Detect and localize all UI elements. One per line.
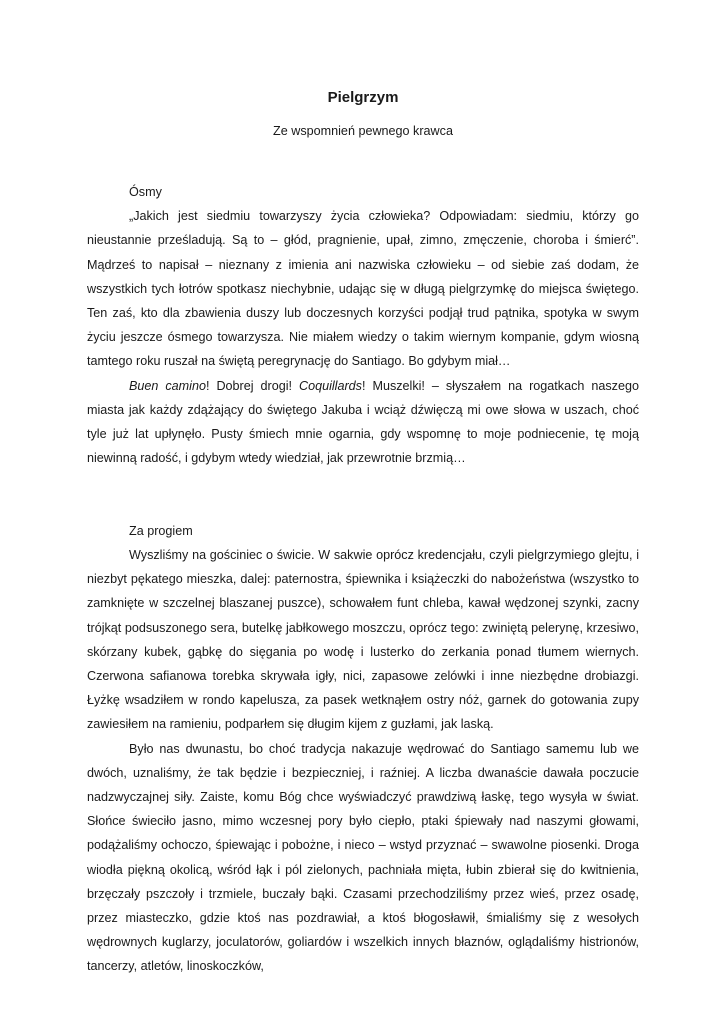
paragraph-text: ! Muszelki! – słyszałem na rogatkach naszego miasta jak każdy zdążający do świętego Jakuba i wciąż dźwięczą mi owe słowa w uszach, choć tyle już lat upłynęło. Pusty śmiech mnie ogarnia, gdy wspomnę to moje podniecenie, tę moją niewinną radość, i gdybym wtedy wiedział, jak przewrotnie brzmią…: [87, 378, 639, 466]
section-heading: Ósmy: [129, 185, 162, 199]
paragraph: [87, 543, 639, 737]
paragraph-text: ! Dobrej drogi!: [205, 378, 299, 393]
italic-phrase: Buen camino: [129, 378, 206, 393]
paragraph-text: Wyszliśmy na gościniec o świcie. W sakwie oprócz kredencjału, czyli pielgrzymiego glejtu, i niezbyt pękatego mieszka, dalej: paternostra, śpiewnika i książeczki do nabożeństwa (wszystko to zamknięte w szczelnej blaszanej puszce), schowałem funt chleba, kawał wędzonej szynki, zacny trójkąt podsuszonego sera, butelkę jabłkowego moszczu, oprócz tego: zwiniętą pelerynę, krzesiwo, skórzany kubek, gąbkę do sięgania po wodę i lusterko do zerkania ponad tłumem wiernych. Czerwona safianowa torebka skrywała igły, nici, zapasowe zelówki i inne niezbędne drobiazgi. Łyżkę wsadziłem w rondo kapelusza, za pasek wetknąłem ostry nóż, garnek do gotowania zupy zawiesiłem na ramieniu, podparłem się długim kijem z guzłami, jak laską.: [87, 548, 639, 732]
paragraph: [87, 737, 639, 979]
paragraph: [87, 374, 639, 471]
section-gap: [87, 470, 639, 518]
paragraph: [87, 204, 639, 373]
italic-phrase: Coquillards: [298, 378, 362, 393]
page-subtitle: Ze wspomnień pewnego krawca: [273, 124, 453, 138]
document-body: [87, 180, 639, 979]
section-heading: Za progiem: [129, 523, 193, 538]
page-title: Pielgrzym: [327, 89, 399, 106]
paragraph-text: „Jakich jest siedmiu towarzyszy życia człowieka? Odpowiadam: siedmiu, którzy go nieustannie prześladują. Są to – głód, pragnienie, upał, zimno, zmęczenie, choroba i śmierć”. Mądrześ to napisał – nieznany z imienia ani nazwiska człowieku – od siebie zaś dodam, że wszystkich tych łotrów spotkasz niechybnie, udając się w długą pielgrzymkę do miejsca świętego. Ten zaś, kto dla zbawienia duszy lub doczesnych korzyści podjął trud pątnika, spotyka w swym życiu jeszcze ósmego towarzysza. Nie miałem wiedzy o takim wiernym kompanie, gdym wiosną tamtego roku ruszał na świętą peregrynację do Santiago. Bo gdybym miał…: [87, 209, 639, 369]
paragraph-text: Było nas dwunastu, bo choć tradycja nakazuje wędrować do Santiago samemu lub we dwóch, uznaliśmy, że tak będzie i bezpieczniej, i raźniej. A liczba dwanaście dawała poczucie nadzwyczajnej siły. Zaiste, komu Bóg chce wyświadczyć prawdziwą łaskę, tego wysyła w świat. Słońce świeciło jasno, mimo wczesnej pory było ciepło, ptaki śpiewały nad naszymi głowami, podążaliśmy ochoczo, śpiewając i pobożne, i nieco – wstyd przyznać – swawolne piosenki. Droga wiodła piękną okolicą, wśród łąk i pól zielonych, pachniała mięta, łubin zbierał się do kwitnienia, brzęczały pszczoły i trzmiele, buczały bąki. Czasami przechodziliśmy przez wieś, przez osadę, przez miasteczko, gdzie ktoś nas pozdrawiał, a ktoś błogosławił, śmialiśmy się z wesołych wędrownych kuglarzy, joculatorów, goliardów i wszelkich innych błaznów, oglądaliśmy histrionów, tancerzy, atletów, linoskoczków,: [87, 741, 639, 974]
